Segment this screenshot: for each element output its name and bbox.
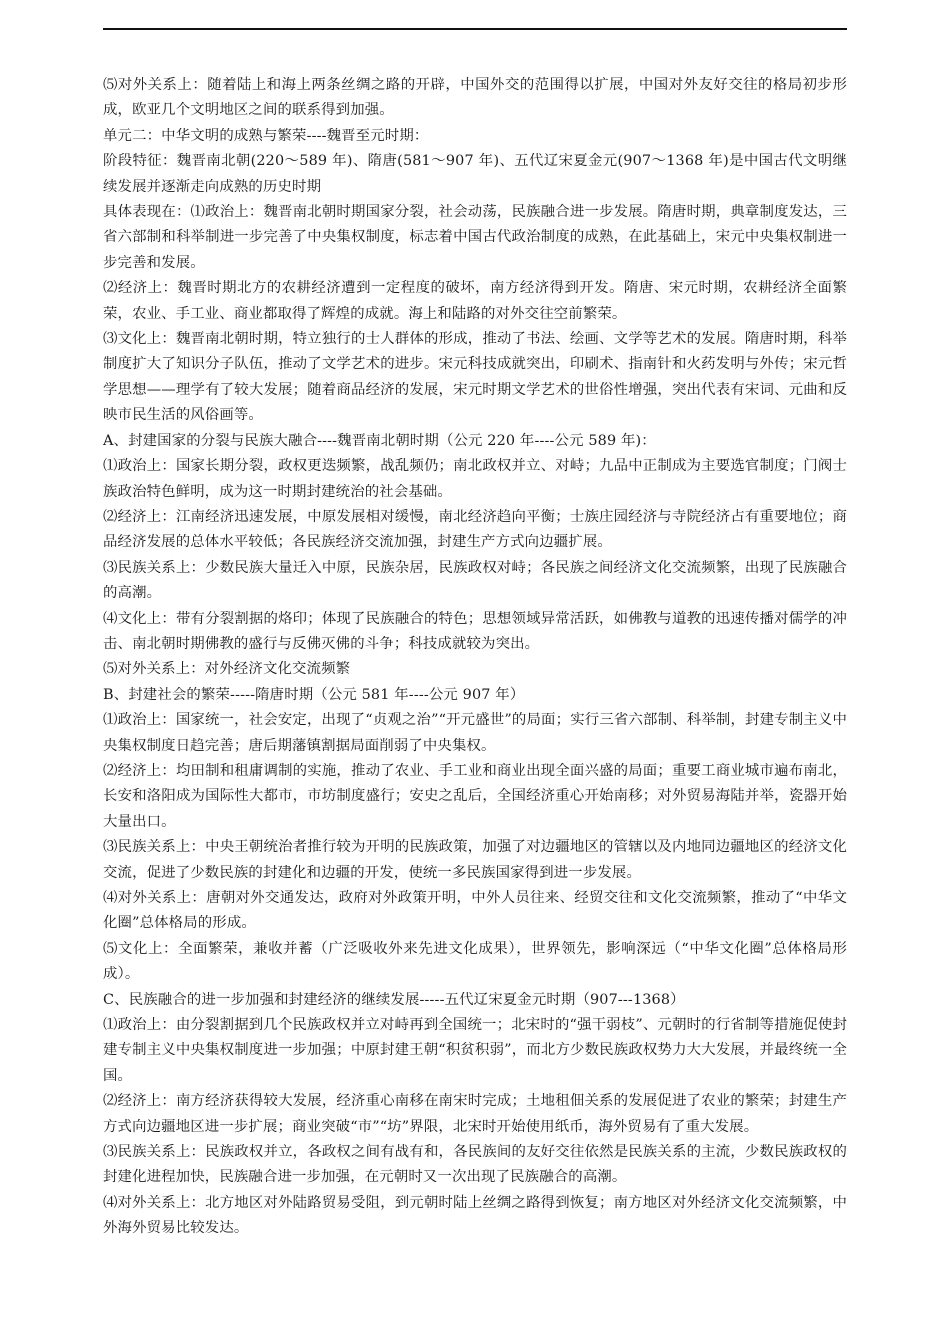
section-b-foreign-relations: ⑷对外关系上：唐朝对外交通发达，政府对外政策开明，中外人员往来、经贸交往和文化交流频繁，推动了“中华文化圈”总体格局的形成。: [103, 890, 847, 932]
paragraph-politics-overview: 具体表现在：⑴政治上：魏晋南北朝时期国家分裂，社会动荡，民族融合进一步发展。隋唐时期，典章制度发达，三省六部制和科举制进一步完善了中央集权制度，标志着中国古代政治制度的成熟，在此基础上，宋元中央集权制进一步完善和发展。: [103, 204, 847, 271]
paragraph-foreign-relations-han: ⑸对外关系上：随着陆上和海上两条丝绸之路的开辟，中国外交的范围得以扩展，中国对外友好交往的格局初步形成，欧亚几个文明地区之间的联系得到加强。: [103, 77, 847, 119]
section-c-heading: C、民族融合的进一步加强和封建经济的继续发展-----五代辽宋夏金元时期（907---1368）: [103, 991, 685, 1008]
section-c-ethnic-relations: ⑶民族关系上：民族政权并立，各政权之间有战有和，各民族间的友好交往依然是民族关系的主流，少数民族政权的封建化进程加快，民族融合进一步加强，在元朝时又一次出现了民族融合的高潮。: [103, 1144, 847, 1186]
section-c-politics: ⑴政治上：由分裂割据到几个民族政权并立对峙再到全国统一；北宋时的“强干弱枝”、元朝时的行省制等措施促使封建专制主义中央集权制度进一步加强；中原封建王朝“积贫积弱”，而北方少数民族政权势力大大发展，并最终统一全国。: [103, 1017, 847, 1084]
section-b-economy: ⑵经济上：均田制和租庸调制的实施，推动了农业、手工业和商业出现全面兴盛的局面；重要工商业城市遍布南北，长安和洛阳成为国际性大都市，市坊制度盛行；安史之乱后，全国经济重心开始南移；对外贸易海陆并举，瓷器开始大量出口。: [103, 762, 847, 830]
section-a-culture: ⑷文化上：带有分裂割据的烙印；体现了民族融合的特色；思想领域异常活跃，如佛教与道教的迅速传播对儒学的冲击、南北朝时期佛教的盛行与反佛灭佛的斗争；科技成就较为突出。: [103, 610, 847, 652]
section-a-economy: ⑵经济上：江南经济迅速发展，中原发展相对缓慢，南北经济趋向平衡；士族庄园经济与寺院经济占有重要地位；商品经济发展的总体水平较低；各民族经济交流加强，封建生产方式向边疆扩展。: [103, 508, 847, 551]
section-b-culture: ⑸文化上：全面繁荣，兼收并蓄（广泛吸收外来先进文化成果），世界领先，影响深远（“中华文化圈”总体格局形成）。: [103, 940, 847, 983]
unit-two-heading: 单元二：中华文明的成熟与繁荣----魏晋至元时期：: [103, 127, 429, 144]
section-b-heading: B、封建社会的繁荣-----隋唐时期（公元 581 年----公元 907 年）: [103, 686, 525, 703]
section-b-politics: ⑴政治上：国家统一，社会安定，出现了“贞观之治”“开元盛世”的局面；实行三省六部制、科举制，封建专制主义中央集权制度日趋完善；唐后期藩镇割据局面削弱了中央集权。: [103, 712, 847, 754]
section-c-foreign-relations: ⑷对外关系上：北方地区对外陆路贸易受阻，到元朝时陆上丝绸之路得到恢复；南方地区对外经济文化交流频繁，中外海外贸易比较发达。: [103, 1194, 847, 1237]
header-rule: [103, 28, 847, 30]
paragraph-economy-overview: ⑵经济上：魏晋时期北方的农耕经济遭到一定程度的破坏，南方经济得到开发。隋唐、宋元时期，农耕经济全面繁荣，农业、手工业、商业都取得了辉煌的成就。海上和陆路的对外交往空前繁荣。: [103, 280, 847, 322]
stage-features: 阶段特征：魏晋南北朝(220～589 年)、隋唐(581～907 年)、五代辽宋夏金元(907～1368 年)是中国古代文明继续发展并逐渐走向成熟的历史时期: [103, 153, 847, 195]
section-b-ethnic-relations: ⑶民族关系上：中央王朝统治者推行较为开明的民族政策，加强了对边疆地区的管辖以及内地同边疆地区的经济文化交流，促进了少数民族的封建化和边疆的开发，使统一多民族国家得到进一步发展。: [103, 839, 847, 881]
section-a-ethnic-relations: ⑶民族关系上：少数民族大量迁入中原，民族杂居，民族政权对峙；各民族之间经济文化交流频繁，出现了民族融合的高潮。: [103, 559, 847, 602]
section-a-politics: ⑴政治上：国家长期分裂，政权更迭频繁，战乱频仍；南北政权并立、对峙；九品中正制成为主要选官制度；门阀士族政治特色鲜明，成为这一时期封建统治的社会基础。: [103, 458, 847, 500]
paragraph-culture-overview: ⑶文化上：魏晋南北朝时期，特立独行的士人群体的形成，推动了书法、绘画、文学等艺术的发展。隋唐时期，科举制度扩大了知识分子队伍，推动了文学艺术的进步。宋元科技成就突出，印刷术、指南针和火药发明与外传；宋元哲学思想——理学有了较大发展；随着商品经济的发展，宋元时期文学艺术的世俗性增强，突出代表有宋词、元曲和反映市民生活的风俗画等。: [103, 331, 847, 424]
document-body: [103, 73, 847, 1242]
section-a-heading: A、封建国家的分裂与民族大融合----魏晋南北朝时期（公元 220 年----公元 589 年)：: [103, 432, 656, 449]
section-c-economy: ⑵经济上：南方经济获得较大发展，经济重心南移在南宋时完成；土地租佃关系的发展促进了农业的繁荣；封建生产方式向边疆地区进一步扩展；商业突破“市”“坊”界限，北宋时开始使用纸币，海外贸易有了重大发展。: [103, 1093, 847, 1135]
section-a-foreign-relations: ⑸对外关系上：对外经济文化交流频繁: [103, 661, 351, 678]
